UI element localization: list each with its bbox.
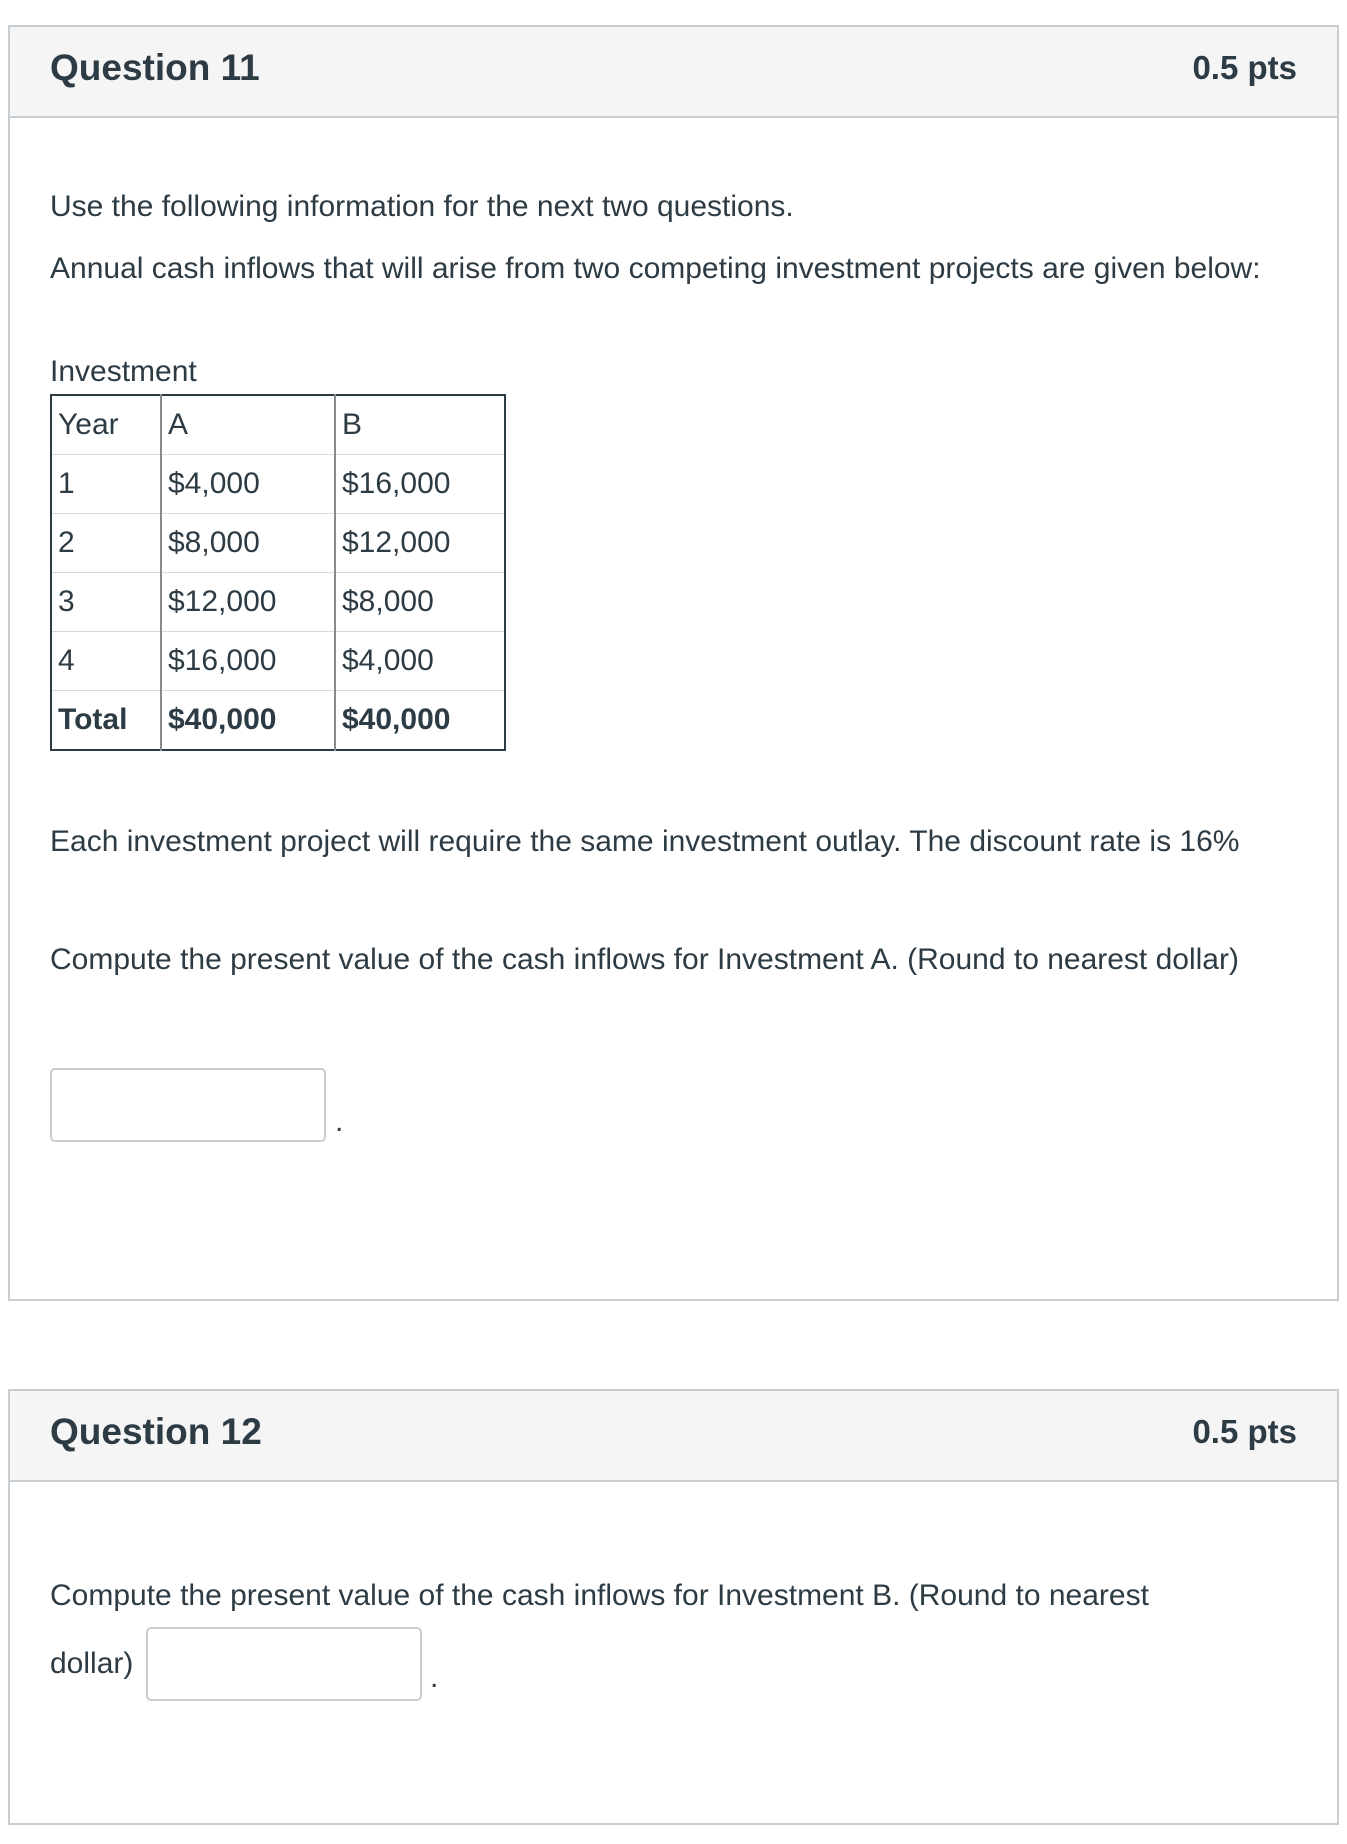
table-total-row xyxy=(51,691,505,751)
question-12-card xyxy=(8,1389,1339,1825)
table-header-cell: Year xyxy=(58,408,119,441)
table-cell: 1 xyxy=(51,455,161,514)
question-11-points: 0.5 pts xyxy=(1192,49,1297,86)
question-12-title: Question 12 xyxy=(50,1411,262,1452)
table-cell: $8,000 xyxy=(335,573,505,632)
table-cell: 2 xyxy=(51,514,161,573)
table-cell: $16,000 xyxy=(161,632,335,691)
table-header-row xyxy=(51,395,505,455)
answer-input-b[interactable] xyxy=(146,1627,422,1701)
table-caption: Investment xyxy=(50,355,197,388)
answer-input-a[interactable] xyxy=(50,1068,326,1142)
question-11-description: Annual cash inflows that will arise from two competing investment projects are given below: xyxy=(50,252,1261,285)
table-cell: Total xyxy=(51,691,161,751)
table-row xyxy=(51,632,505,691)
table-header-cell: A xyxy=(161,395,335,455)
table-cell: $12,000 xyxy=(335,514,505,573)
question-11-prompt: Compute the present value of the cash inflows for Investment A. (Round to nearest dollar) xyxy=(50,943,1239,976)
trailing-period: . xyxy=(335,1105,344,1138)
investment-table xyxy=(50,394,506,751)
table-cell: $4,000 xyxy=(335,632,505,691)
table-row xyxy=(51,514,505,573)
question-11-header xyxy=(10,27,1337,118)
table-header-cell: B xyxy=(335,395,505,455)
table-cell: $40,000 xyxy=(161,691,335,751)
question-12-points: 0.5 pts xyxy=(1192,1413,1297,1450)
table-row xyxy=(51,573,505,632)
table-cell: $8,000 xyxy=(161,514,335,573)
table-cell: $12,000 xyxy=(161,573,335,632)
table-cell: $4,000 xyxy=(161,455,335,514)
table-row xyxy=(51,455,505,514)
table-cell: $16,000 xyxy=(335,455,505,514)
question-11-title: Question 11 xyxy=(50,47,260,88)
question-12-header xyxy=(10,1391,1337,1482)
trailing-period: . xyxy=(430,1661,439,1694)
question-11-card xyxy=(8,25,1339,1301)
question-11-note: Each investment project will require the same investment outlay. The discount rate is 16% xyxy=(50,825,1240,858)
table-cell: 3 xyxy=(51,573,161,632)
question-11-intro: Use the following information for the next two questions. xyxy=(50,190,794,223)
table-cell: 4 xyxy=(51,632,161,691)
table-cell: $40,000 xyxy=(335,691,505,751)
question-12-prompt-end: dollar) xyxy=(50,1647,134,1680)
question-12-prompt: Compute the present value of the cash inflows for Investment B. (Round to nearest xyxy=(50,1579,1149,1612)
